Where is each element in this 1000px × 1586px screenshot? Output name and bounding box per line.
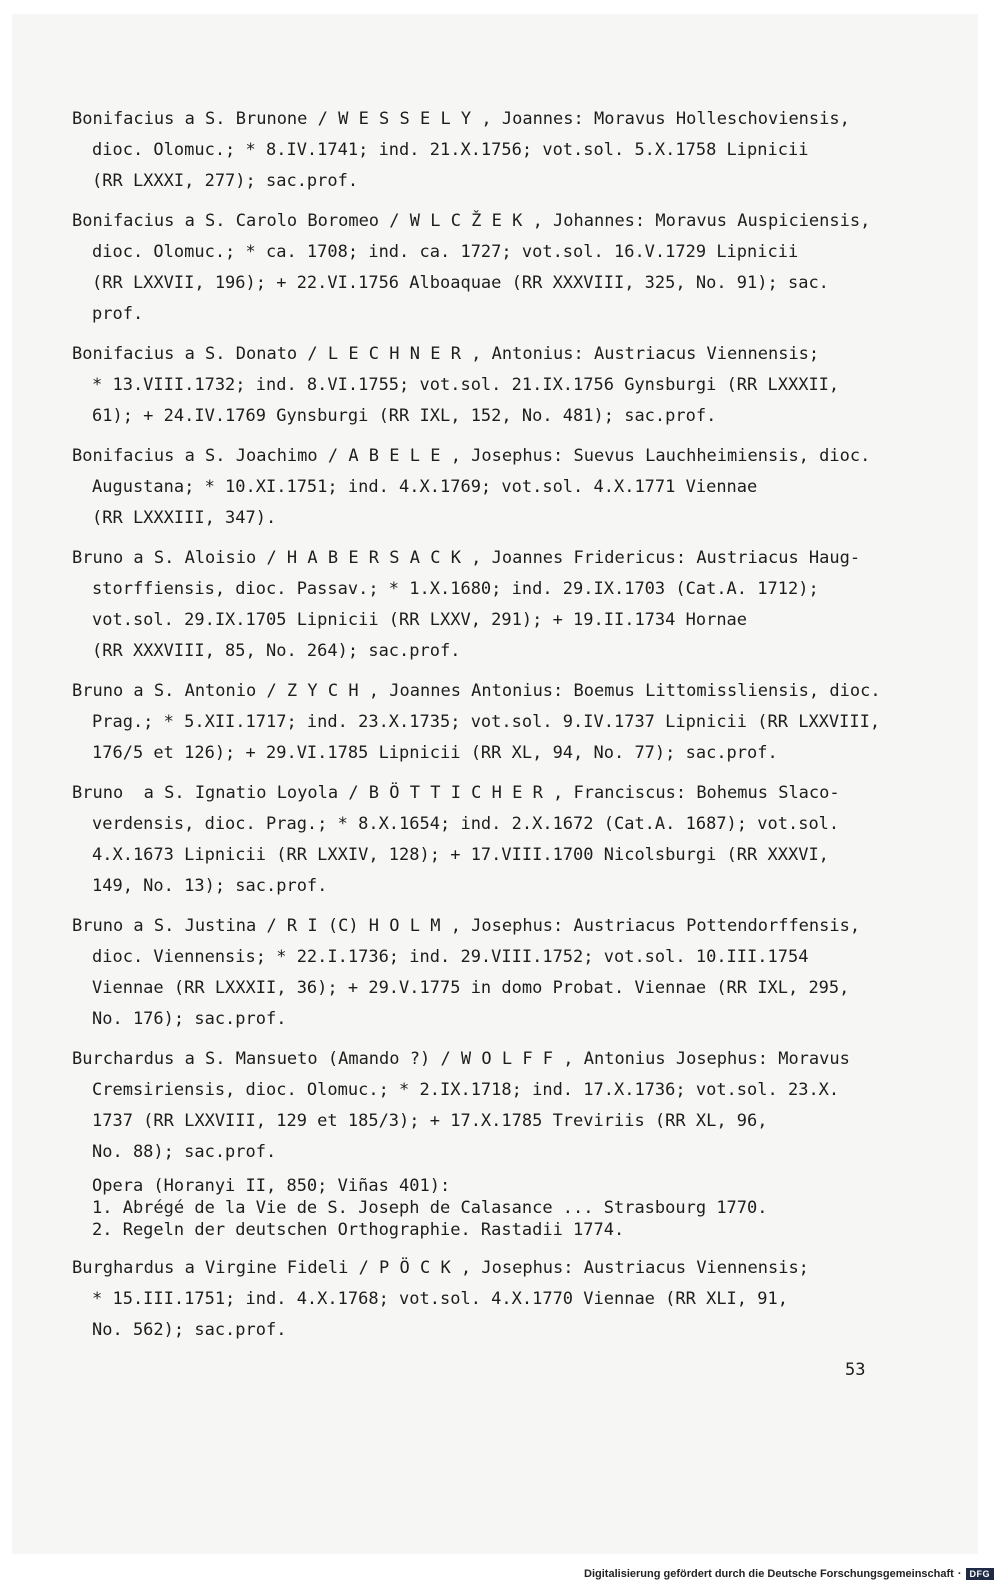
biography-entry [72,676,892,769]
biography-entry [72,104,892,197]
footer-credit [584,1566,994,1582]
entry-heading-line: Burchardus a S. Mansueto (Amando ?) / W O L F F , Antonius Josephus: Moravus [72,1049,850,1069]
entry-line: 176/5 et 126); + 29.VI.1785 Lipnicii (RR XL, 94, No. 77); sac.prof. [92,743,778,763]
entry-heading-line: Bonifacius a S. Brunone / W E S S E L Y , Joannes: Moravus Holleschoviensis, [72,109,850,129]
entry-heading-line: Bonifacius a S. Donato / L E C H N E R , Antonius: Austriacus Viennensis; [72,344,820,364]
entry-line: storffiensis, dioc. Passav.; * 1.X.1680; ind. 29.IX.1703 (Cat.A. 1712); [92,579,819,599]
works-item: 1. Abrégé de la Vie de S. Joseph de Calasance ... Strasbourg 1770. [92,1198,768,1218]
biography-entry [72,543,892,667]
entry-heading-line: Bonifacius a S. Joachimo / A B E L E , Josephus: Suevus Lauchheimiensis, dioc. [72,446,871,466]
entry-line: (RR LXXVII, 196); + 22.VI.1756 Alboaquae (RR XXXVIII, 325, No. 91); sac. [92,273,829,293]
works-item: 2. Regeln der deutschen Orthographie. Rastadii 1774. [92,1220,625,1240]
entry-line: dioc. Olomuc.; * 8.IV.1741; ind. 21.X.1756; vot.sol. 5.X.1758 Lipnicii [92,140,809,160]
entry-heading-line: Burghardus a Virgine Fideli / P Ö C K , Josephus: Austriacus Viennensis; [72,1258,809,1278]
entry-line: Viennae (RR LXXXII, 36); + 29.V.1775 in domo Probat. Viennae (RR IXL, 295, [92,978,850,998]
entry-line: * 15.III.1751; ind. 4.X.1768; vot.sol. 4.X.1770 Viennae (RR XLI, 91, [92,1289,788,1309]
entry-line: (RR LXXXIII, 347). [92,508,277,528]
entry-line: prof. [92,304,144,324]
works-heading: Opera (Horanyi II, 850; Viñas 401): [92,1176,451,1196]
entry-line: Cremsiriensis, dioc. Olomuc.; * 2.IX.1718; ind. 17.X.1736; vot.sol. 23.X. [92,1080,840,1100]
biography-entry [72,778,892,902]
document-body [72,104,892,1355]
footer-separator: · [957,1568,962,1580]
entry-heading-line: Bruno a S. Antonio / Z Y C H , Joannes Antonius: Boemus Littomissliensis, dioc. [72,681,881,701]
biography-entry [72,911,892,1035]
entry-line: No. 176); sac.prof. [92,1009,287,1029]
entry-line: * 13.VIII.1732; ind. 8.VI.1755; vot.sol. 21.IX.1756 Gynsburgi (RR LXXXII, [92,375,840,395]
entry-line: 149, No. 13); sac.prof. [92,876,328,896]
works-list [72,1175,892,1241]
entry-line: verdensis, dioc. Prag.; * 8.X.1654; ind. 2.X.1672 (Cat.A. 1687); vot.sol. [92,814,840,834]
entry-heading-line: Bruno a S. Ignatio Loyola / B Ö T T I C H E R , Franciscus: Bohemus Slaco- [72,783,840,803]
biography-entry [72,1044,892,1168]
footer-text: Digitalisierung gefördert durch die Deutsche Forschungsgemeinschaft [584,1568,954,1580]
dfg-logo: DFG [966,1568,995,1580]
entry-line: No. 88); sac.prof. [92,1142,277,1162]
entry-line: Prag.; * 5.XII.1717; ind. 23.X.1735; vot.sol. 9.IV.1737 Lipnicii (RR LXXVIII, [92,712,881,732]
page-number: 53 [845,1360,866,1380]
entry-line: (RR XXXVIII, 85, No. 264); sac.prof. [92,641,461,661]
entry-line: dioc. Olomuc.; * ca. 1708; ind. ca. 1727; vot.sol. 16.V.1729 Lipnicii [92,242,799,262]
entry-line: (RR LXXXI, 277); sac.prof. [92,171,359,191]
entry-line: Augustana; * 10.XI.1751; ind. 4.X.1769; vot.sol. 4.X.1771 Viennae [92,477,758,497]
entry-line: No. 562); sac.prof. [92,1320,287,1340]
entry-heading-line: Bruno a S. Aloisio / H A B E R S A C K , Joannes Fridericus: Austriacus Haug- [72,548,861,568]
biography-entry [72,1253,892,1346]
biography-entry [72,339,892,432]
biography-entry [72,441,892,534]
entry-line: dioc. Viennensis; * 22.I.1736; ind. 29.VIII.1752; vot.sol. 10.III.1754 [92,947,809,967]
biography-entry [72,206,892,330]
entry-line: vot.sol. 29.IX.1705 Lipnicii (RR LXXV, 291); + 19.II.1734 Hornae [92,610,748,630]
entry-line: 4.X.1673 Lipnicii (RR LXXIV, 128); + 17.VIII.1700 Nicolsburgi (RR XXXVI, [92,845,829,865]
entry-heading-line: Bruno a S. Justina / R I (C) H O L M , Josephus: Austriacus Pottendorffensis, [72,916,861,936]
entry-line: 1737 (RR LXXVIII, 129 et 185/3); + 17.X.1785 Treviriis (RR XL, 96, [92,1111,768,1131]
entry-line: 61); + 24.IV.1769 Gynsburgi (RR IXL, 152, No. 481); sac.prof. [92,406,717,426]
entry-heading-line: Bonifacius a S. Carolo Boromeo / W L C Ž E K , Johannes: Moravus Auspiciensis, [72,211,871,231]
